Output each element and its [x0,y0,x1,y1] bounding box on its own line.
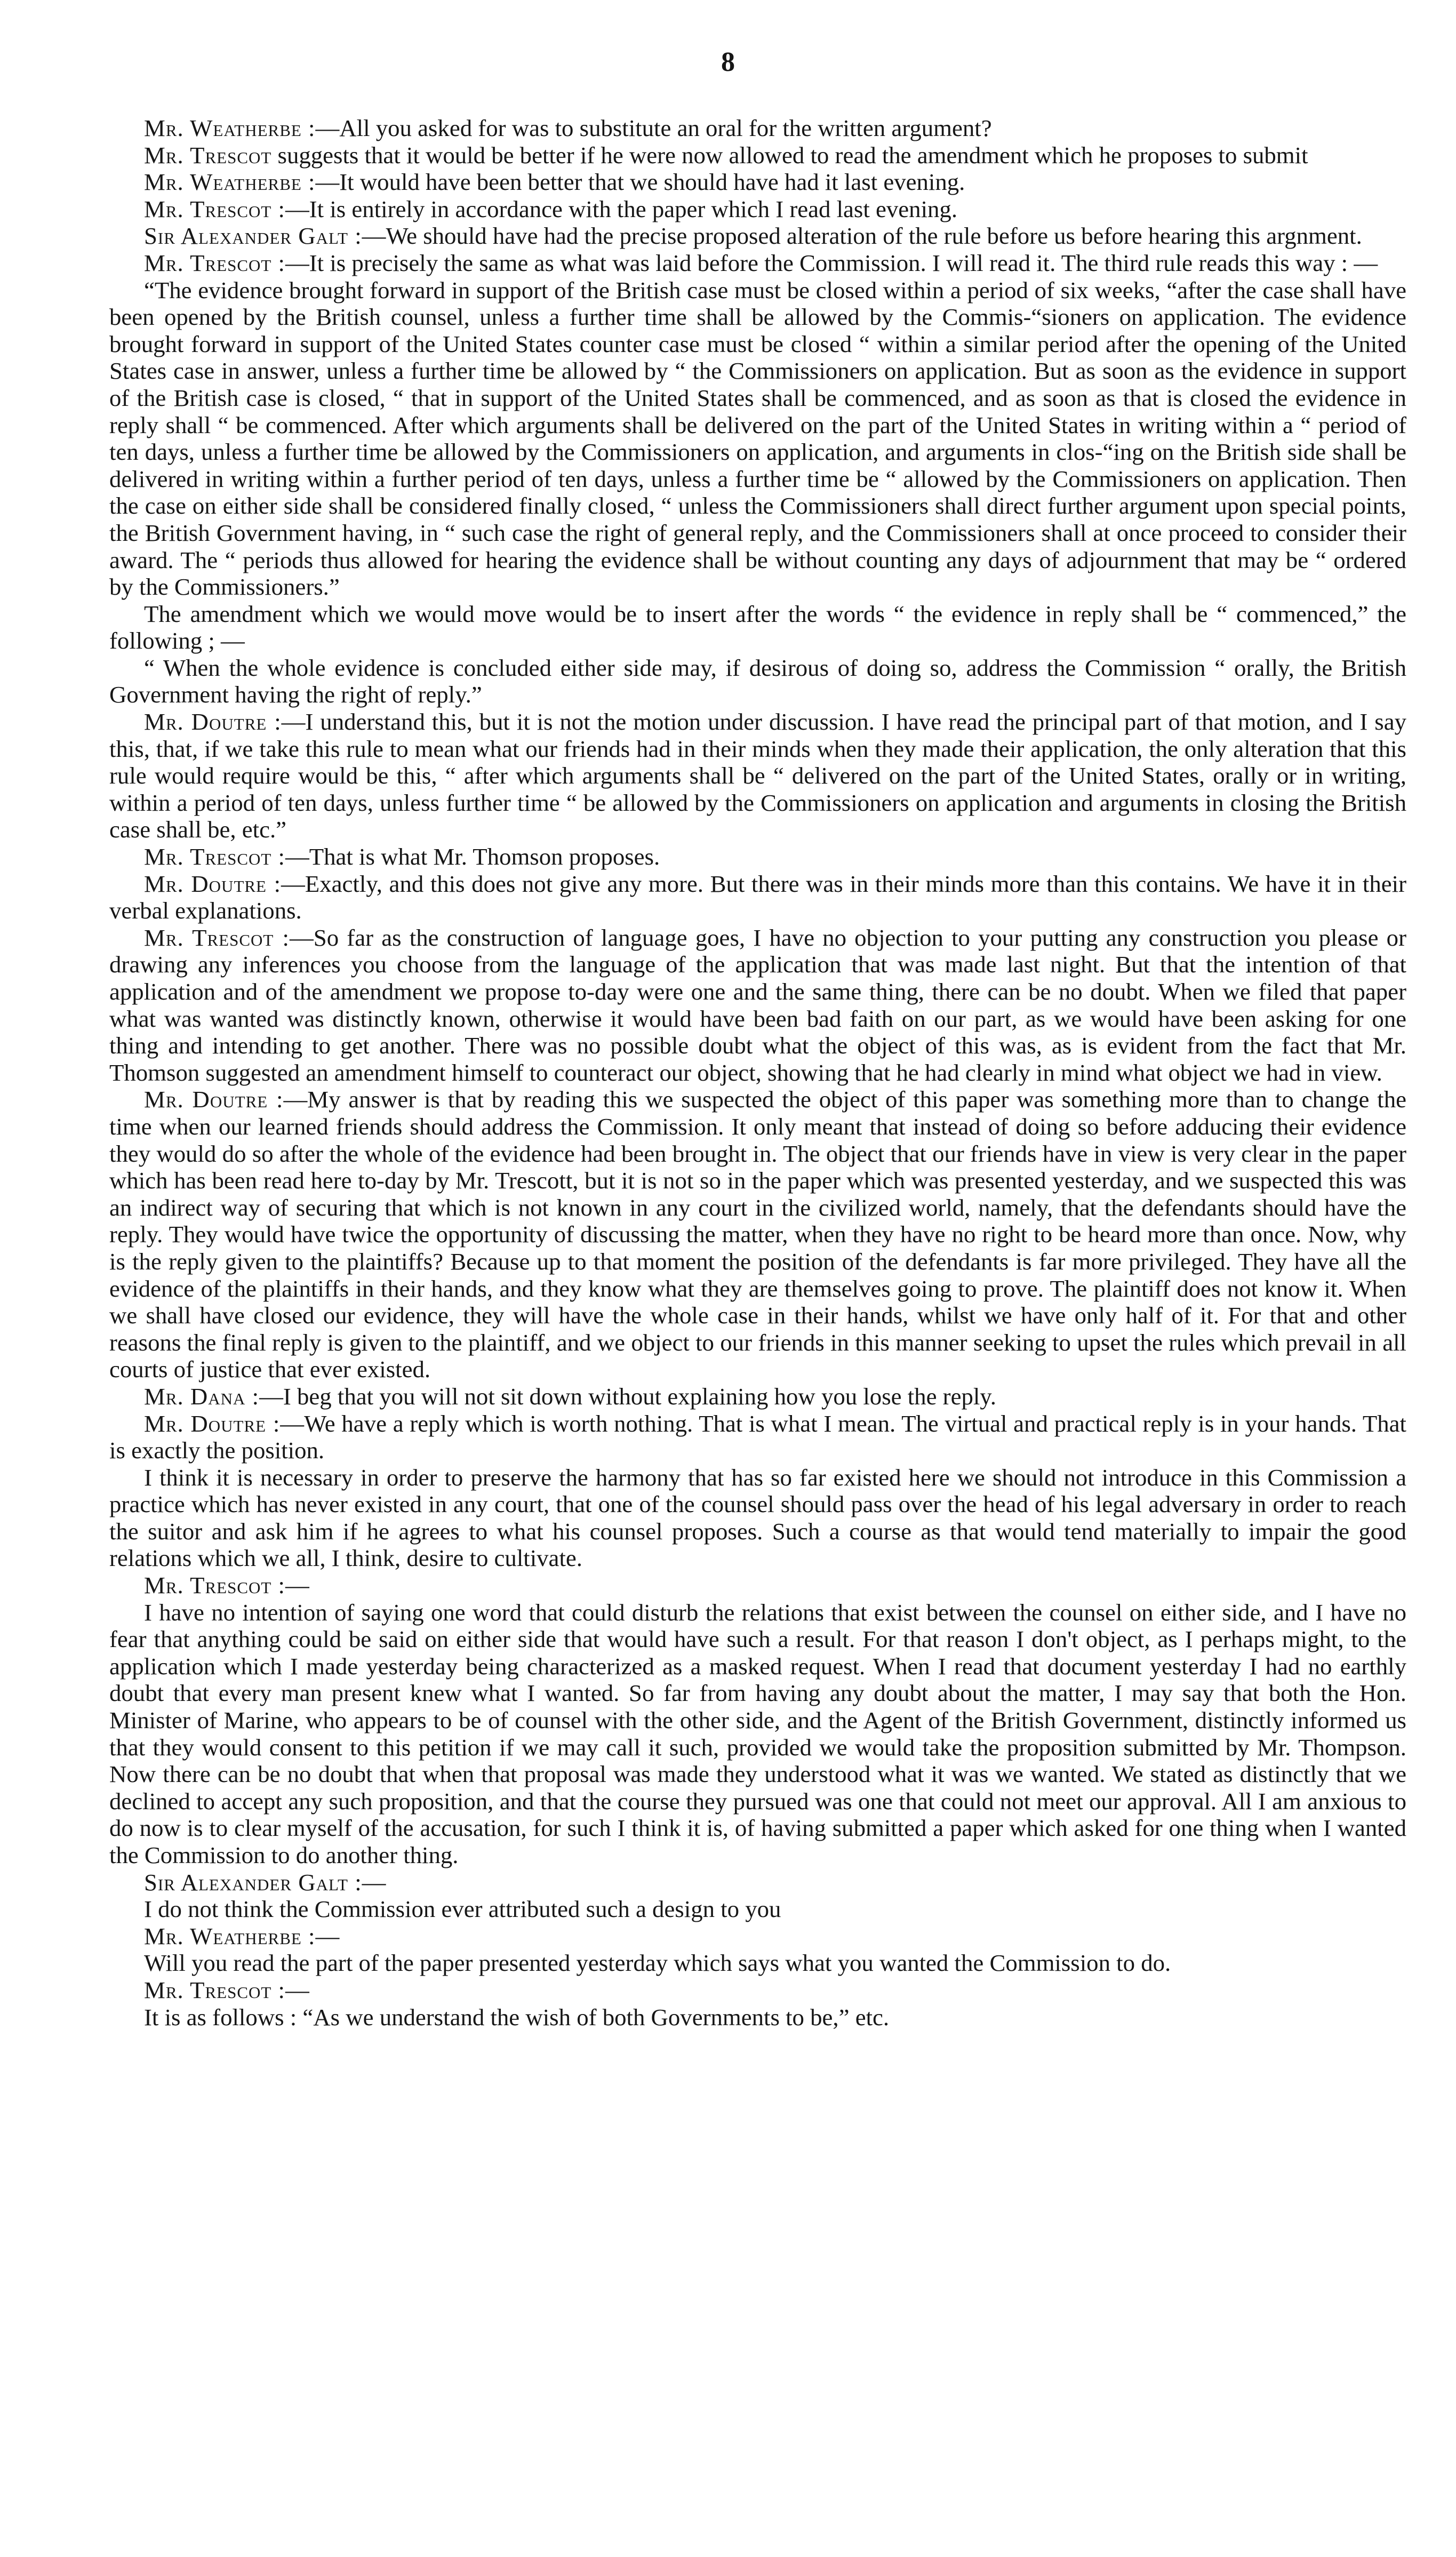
paragraph [109,870,1406,924]
paragraph [109,250,1406,277]
paragraph-text: I think it is necessary in order to preserve the harmony that has so far existed here we should not introduce in this Commission a practice which has never existed in any court, that one of the counsel should pass over the head of his legal adversary in order to reach the suitor and ask him if he agrees to what his counsel proposes. Such a course as that would tend materially to impair the good relations which we all, I think, desire to cultivate. [109,1464,1406,1572]
paragraph-text: —That is what Mr. Thomson proposes. [285,843,660,870]
paragraph-text: I have no intention of saying one word that could disturb the relations that exist between the counsel on either side, and I have no fear that anything could be said on either side that would have such a result. For that reason I don't object, as I perhaps might, to the application which I made yesterday being characterized as a masked request. When I read that document yesterday I had no earthly doubt that every man present knew what I wanted. So far from having any doubt about the matter, I may say that both the Hon. Minister of Marine, who appears to be of counsel with the other side, and the Agent of the British Government, distinctly informed us that they would consent to this petition if we may call it such, provided we would take the proposition submitted by Mr. Thompson. Now there can be no doubt that when that proposal was made they understood what it was we wanted. We stated as distinctly that we declined to accept any such proposition, and that the course they pursued was one that could not meet our approval. All I am anxious to do now is to clear myself of the accusation, for such I think it is, of having submitted a paper which asked for one thing when I wanted the Commission to do another thing. [109,1599,1406,1868]
speaker-name: Mr. Trescot : [144,924,290,951]
paragraph-text: —It would have been better that we should have had it last evening. [315,169,965,196]
paragraph [109,222,1406,250]
paragraph [109,1086,1406,1383]
speaker-name: Mr. Dana : [144,1383,260,1410]
paragraph [109,1410,1406,1464]
paragraph-text: —We have a reply which is worth nothing. That is what I mean. The virtual and practical reply is in your hands. That is exactly the position. [109,1410,1406,1464]
paragraph-text: —It is entirely in accordance with the paper which I read last evening. [285,195,958,222]
paragraph-text: “The evidence brought forward in support of the British case must be closed within a period of six weeks, “after the case shall have been opened by the British counsel, unless a further time shall be allowed by the Commis-“sioners on application. The evidence brought forward in support of the United States counter case must be closed “ within a similar period after the opening of the United States case in answer, unless a further time be allowed by “ the Commissioners on application. But as soon as the evidence in support of the British case is closed, “ that in support of the United States shall be commenced, and as soon as that is closed the evidence in reply shall “ be commenced. After which arguments shall be delivered on the part of the United States in writing within a “ period of ten days, unless a further time be allowed by the Commissioners on application, and arguments in clos-“ing on the British side shall be delivered in writing within a further period of ten days, unless a further time be “ allowed by the Commissioners on application. Then the case on either side shall be considered finally closed, “ unless the Commissioners shall direct further argument upon special points, the British Government having, in “ such case the right of general reply, and the Commissioners shall at once proceed to consider their award. The “ periods thus allowed for hearing the evidence shall be without counting any days of adjournment that may be “ ordered by the Commissioners.” [109,276,1406,601]
speaker-name: Mr. Trescot : [144,249,285,276]
speaker-name: Mr. Trescot : [144,843,285,870]
speaker-name: Mr. Trescot : [144,1572,285,1599]
speaker-name: Mr. Doutre : [144,1410,281,1437]
paragraph-text: —So far as the construction of language goes, I have no objection to your putting any construction you please or drawing any inferences you choose from the language of the application that was made last night. But that the intention of that application and of the amendment we propose to-day were one and the same thing, there can be no doubt. When we filed that paper what was wanted was distinctly known, otherwise it would have been bad faith on our part, as we would have been asking for one thing and intending to get another. There was no possible doubt what the object of this was, as is evident from the fact that Mr. Thomson suggested an amendment himself to counteract our object, showing that he had clearly in mind what object we had in view. [109,924,1406,1086]
paragraph-text: suggests that it would be better if he were now allowed to read the amendment which he proposes to submit [271,141,1308,169]
quoted-rule-paragraph [109,654,1406,708]
paragraph [109,1896,1406,1923]
speaker-name: Mr. Weatherbe : [144,1922,316,1949]
paragraph-text: —I beg that you will not sit down without explaining how you lose the reply. [259,1383,996,1410]
paragraph [109,843,1406,870]
body-text [109,115,1406,2031]
paragraph [109,115,1406,142]
paragraph-text: —All you asked for was to substitute an oral for the written argument? [315,115,992,141]
paragraph [109,601,1406,654]
speaker-name: Mr. Trescot : [144,195,285,222]
paragraph-text: — [362,1868,386,1896]
paragraph [109,1572,1406,1599]
paragraph-text: “ When the whole evidence is concluded either side may, if desirous of doing so, address the Commission “ orally, the British Government having the right of reply.” [109,654,1406,708]
speaker-name: Sir Alexander Galt : [144,1868,362,1896]
paragraph [109,1977,1406,2004]
speaker-name: Sir Alexander Galt : [144,222,362,250]
page-number: 8 [721,47,735,77]
paragraph [109,924,1406,1086]
speaker-name: Mr. Weatherbe : [144,169,316,196]
paragraph-text: Will you read the part of the paper presented yesterday which says what you wanted the Commission to do. [144,1949,1171,1977]
paragraph-text: — [285,1976,309,2003]
paragraph [109,708,1406,843]
speaker-name: Mr. Doutre : [144,870,282,897]
paragraph [109,1383,1406,1410]
paragraph [109,142,1406,169]
paragraph [109,1599,1406,1869]
paragraph [109,1949,1406,1977]
paragraph-text: I do not think the Commission ever attributed such a design to you [144,1896,781,1923]
paragraph-text: It is as follows : “As we understand the wish of both Governments to be,” etc. [144,2003,890,2031]
paragraph [109,2004,1406,2031]
paragraph [109,1869,1406,1896]
quoted-rule-paragraph [109,277,1406,601]
paragraph [109,1923,1406,1950]
paragraph-text: —It is precisely the same as what was laid before the Commission. I will read it. The third rule reads this way : — [285,249,1378,276]
speaker-name: Mr. Trescot [144,141,272,169]
speaker-name: Mr. Trescot : [144,1976,285,2003]
paragraph-text: —We should have had the precise proposed alteration of the rule before us before hearing this argnment. [362,222,1362,250]
speaker-name: Mr. Doutre : [144,1086,284,1113]
speaker-name: Mr. Weatherbe : [144,115,316,141]
paragraph [109,196,1406,223]
paragraph-text: —I understand this, but it is not the motion under discussion. I have read the principal part of that motion, and I say this, that, if we take this rule to mean what our friends had in their minds when they made their application, the only alteration that this rule would require would be this, “ after which arguments shall be “ delivered on the part of the United States, orally or in writing, within a period of ten days, unless further time “ be allowed by the Commissioners on application and arguments in closing the British case shall be, etc.” [109,708,1406,843]
paragraph-text: — [315,1922,340,1949]
paragraph [109,169,1406,196]
paragraph [109,1464,1406,1572]
paragraph-text: —Exactly, and this does not give any more. But there was in their minds more than this contains. We have it in their verbal explanations. [109,870,1406,924]
paragraph-text: — [285,1572,309,1599]
paragraph-text: The amendment which we would move would be to insert after the words “ the evidence in reply shall be “ commenced,” the following ; — [109,600,1406,654]
speaker-name: Mr. Doutre : [144,708,282,736]
paragraph-text: —My answer is that by reading this we suspected the object of this paper was something more than to change the time when our learned friends should address the Commission. It only meant that instead of doing so before adducing their evidence they would do so after the whole of the evidence had been brought in. The object that our friends have in view is very clear in the paper which has been read here to-day by Mr. Trescott, but it is not so in the paper which was presented yesterday, and we suspected this was an indirect way of securing that which is not known in any court in the civilized world, namely, that the defendants should have the reply. They would have twice the opportunity of discussing the matter, when they have no right to be heard more than once. Now, why is the reply given to the plaintiffs? Because up to that moment the position of the defendants is far more privileged. They have all the evidence of the plaintiffs in their hands, and they know what they are themselves going to prove. The plaintiff does not know it. When we shall have closed our evidence, they will have the whole case in their hands, whilst we have only half of it. For that and other reasons the final reply is given to the plaintiff, and we object to our friends in this manner seeking to upset the rules which prevail in all courts of justice that ever existed. [109,1086,1406,1383]
